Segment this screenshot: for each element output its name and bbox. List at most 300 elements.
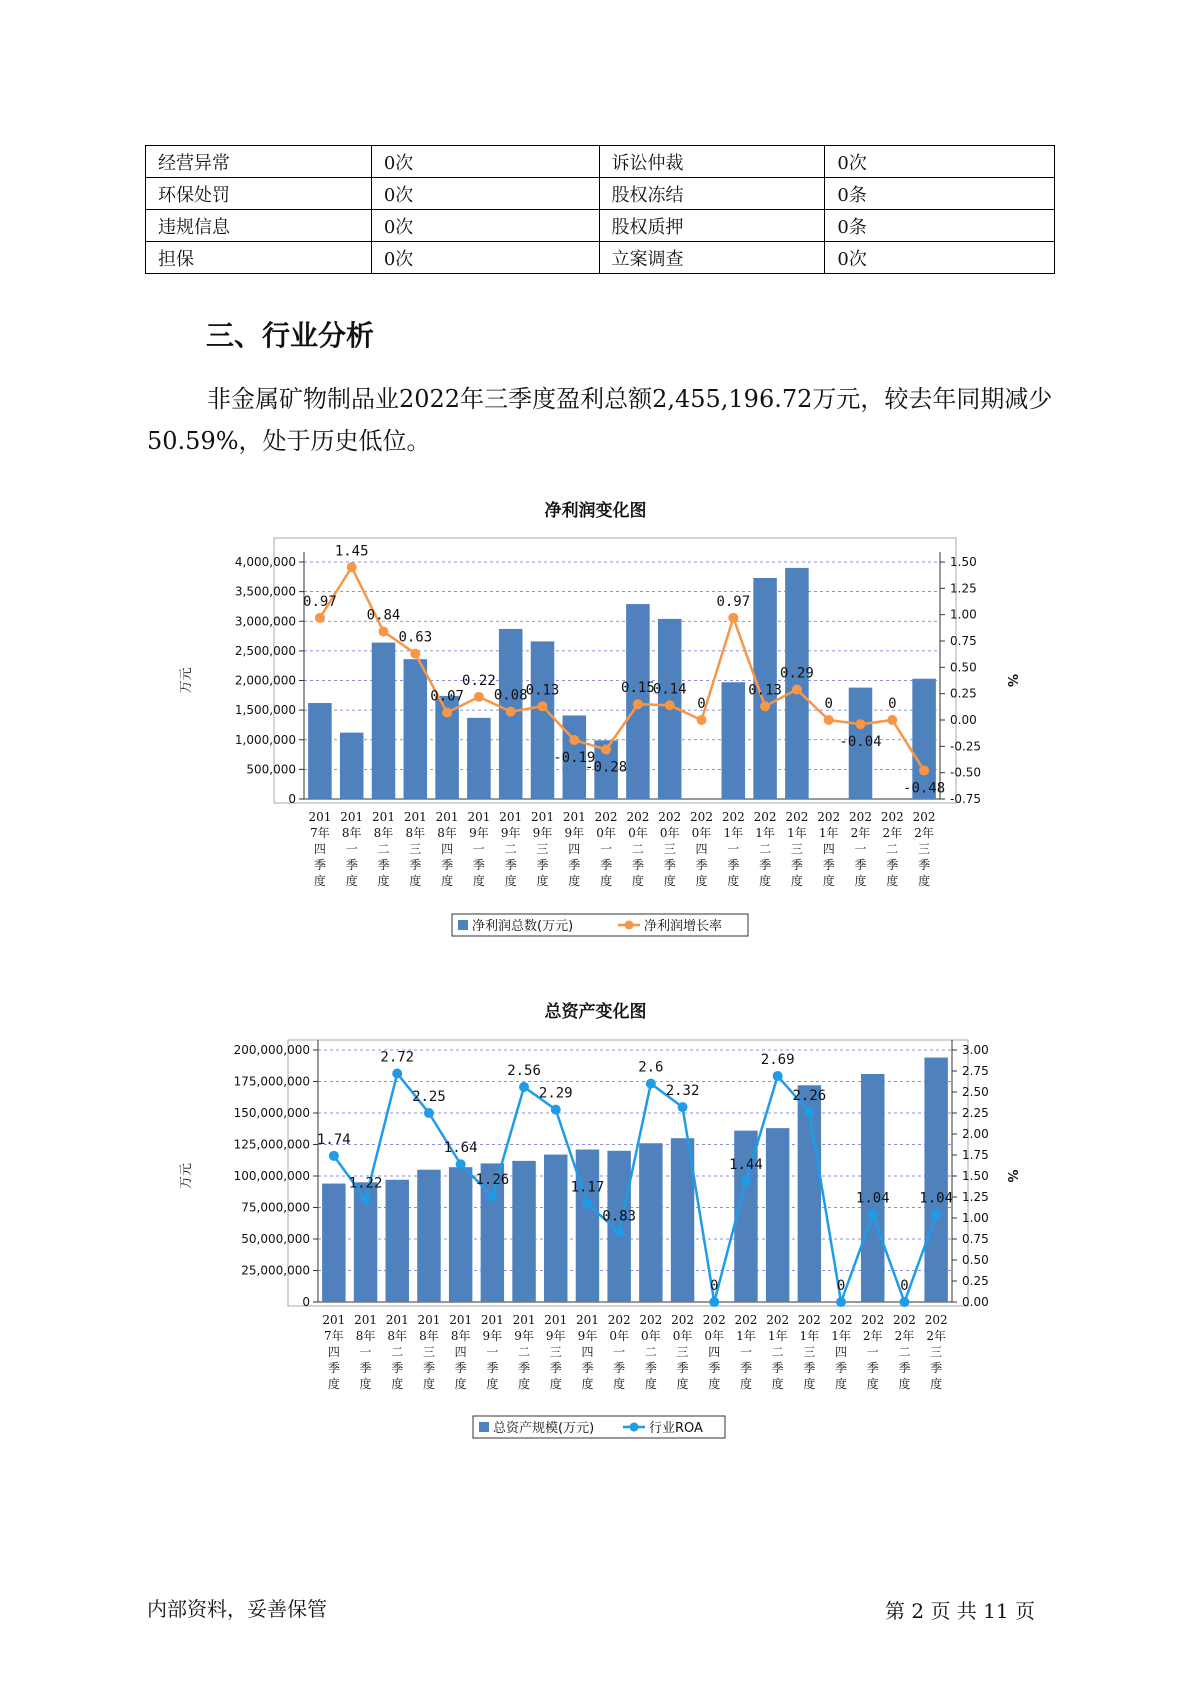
x-tick-label: 季 [472, 858, 485, 872]
x-tick-label: 201 [531, 810, 554, 824]
y2-tick-label: 0.75 [950, 634, 977, 648]
x-tick-label: 四 [327, 1345, 340, 1359]
x-tick-label: 一 [345, 842, 358, 856]
section-heading: 三、行业分析 [206, 319, 375, 352]
x-tick-label: 季 [866, 1361, 879, 1375]
x-tick-label: 度 [549, 1377, 562, 1391]
y-tick-label: 2,000,000 [234, 673, 296, 688]
x-tick-label: 度 [803, 1377, 816, 1391]
x-tick-label: 0年 [704, 1329, 725, 1343]
x-tick-label: 9年 [545, 1329, 566, 1343]
x-tick-label: 201 [562, 810, 586, 824]
data-label: -0.28 [585, 759, 628, 776]
x-tick-label: 0年 [609, 1329, 629, 1343]
y2-axis-title: % [1004, 1169, 1019, 1183]
x-tick-label: 度 [518, 1377, 531, 1391]
line-point [868, 1210, 878, 1220]
assets-chart-title: 总资产变化图 [544, 1002, 647, 1022]
legend-line-label: 净利润增长率 [644, 919, 723, 934]
data-label: 1.44 [729, 1157, 763, 1174]
x-tick-label: 度 [504, 874, 517, 888]
data-label: 0.13 [525, 682, 560, 699]
y2-tick-label: 0.50 [950, 660, 977, 675]
x-tick-label: 201 [512, 1313, 536, 1327]
data-label: 2.56 [507, 1062, 541, 1079]
x-tick-label: 二 [759, 842, 772, 856]
x-tick-label: 8年 [405, 826, 426, 840]
y2-tick-label: 0.75 [962, 1232, 989, 1246]
x-tick-label: 季 [918, 858, 931, 872]
x-tick-label: 季 [600, 858, 613, 872]
y2-tick-label: 2.25 [962, 1106, 989, 1120]
x-tick-label: 202 [785, 810, 809, 824]
line-point [856, 719, 866, 729]
risk-item-count: 0条 [825, 178, 1055, 210]
x-tick-label: 7年 [324, 1329, 344, 1343]
y-tick-label: 0 [302, 1295, 310, 1309]
x-tick-label: 季 [695, 858, 708, 872]
profit-chart [0, 520, 1191, 950]
x-tick-label: 0年 [691, 826, 712, 840]
x-tick-label: 一 [866, 1345, 879, 1359]
x-tick-label: 季 [708, 1361, 721, 1375]
data-label: 2.29 [538, 1085, 573, 1102]
data-label: 0.84 [366, 607, 401, 624]
risk-item-label: 担保 [146, 242, 372, 274]
x-tick-label: 季 [930, 1361, 943, 1375]
x-tick-label: 二 [771, 1345, 784, 1359]
x-tick-label: 202 [721, 810, 745, 824]
data-label: 0.07 [430, 688, 464, 705]
x-tick-label: 四 [695, 842, 708, 856]
data-label: 0 [888, 696, 897, 712]
x-tick-label: 202 [658, 810, 682, 824]
x-tick-label: 四 [835, 1345, 848, 1359]
x-tick-label: 201 [480, 1313, 504, 1327]
data-label: 1.17 [570, 1179, 605, 1196]
y2-tick-label: 0.50 [962, 1253, 989, 1267]
y-tick-label: 125,000,000 [233, 1137, 310, 1152]
x-tick-label: 202 [829, 1313, 853, 1327]
x-tick-label: 一 [600, 842, 613, 856]
table-row [146, 242, 1055, 274]
y-tick-label: 2,500,000 [234, 643, 296, 658]
y2-tick-label: 0.25 [962, 1274, 989, 1288]
x-tick-label: 202 [924, 1313, 948, 1327]
x-tick-label: 季 [536, 858, 549, 872]
x-tick-label: 202 [690, 810, 713, 824]
x-tick-label: 2年 [862, 1329, 883, 1343]
data-label: 0.13 [748, 682, 782, 699]
y-tick-label: 50,000,000 [241, 1232, 310, 1246]
x-tick-label: 季 [803, 1361, 816, 1375]
line-point [614, 1227, 624, 1237]
x-tick-label: 1年 [755, 826, 775, 840]
x-tick-label: 季 [504, 858, 517, 872]
line-point [474, 692, 484, 702]
y2-tick-label: -0.50 [950, 765, 982, 780]
x-tick-label: 四 [454, 1345, 467, 1359]
line-point [506, 707, 516, 717]
x-tick-label: 9年 [482, 1329, 503, 1343]
x-tick-label: 1年 [767, 1329, 788, 1343]
risk-item-count: 0次 [371, 146, 599, 178]
x-tick-label: 1年 [723, 826, 744, 840]
y-tick-label: 3,500,000 [234, 584, 296, 599]
x-tick-label: 四 [568, 842, 581, 856]
x-tick-label: 度 [676, 1377, 689, 1391]
x-tick-label: 202 [753, 810, 777, 824]
x-tick-label: 0年 [628, 826, 648, 840]
bar [722, 682, 746, 799]
x-tick-label: 202 [912, 810, 936, 824]
x-tick-label: 季 [613, 1361, 626, 1375]
x-tick-label: 二 [644, 1345, 657, 1359]
bar [372, 643, 396, 799]
y2-tick-label: 0.00 [962, 1295, 989, 1309]
line-point [728, 613, 738, 623]
x-tick-label: 季 [676, 1361, 689, 1375]
line-point [519, 1082, 529, 1092]
x-tick-label: 四 [313, 842, 326, 856]
x-tick-label: 202 [766, 1313, 790, 1327]
x-tick-label: 度 [313, 874, 326, 888]
legend-bar-label: 总资产规模(万元) [493, 1421, 595, 1436]
line-point [697, 715, 707, 725]
data-label: 2.32 [665, 1083, 700, 1100]
x-tick-label: 三 [676, 1345, 689, 1359]
x-tick-label: 二 [504, 842, 517, 856]
x-tick-label: 201 [449, 1313, 473, 1327]
data-label: 0.29 [780, 665, 814, 682]
x-tick-label: 201 [372, 810, 395, 824]
risk-item-label: 诉讼仲裁 [599, 146, 825, 178]
table-row [146, 178, 1055, 210]
x-tick-label: 季 [391, 1361, 404, 1375]
y-axis-title: 万元 [179, 667, 194, 694]
line-point [456, 1159, 466, 1169]
x-tick-label: 8年 [437, 826, 457, 840]
line-point [582, 1199, 592, 1209]
x-tick-label: 一 [727, 842, 740, 856]
footer-page-number: 第 2 页 共 11 页 [885, 1599, 1035, 1623]
x-tick-label: 2年 [882, 826, 903, 840]
table-row [146, 210, 1055, 242]
line-point [329, 1151, 339, 1161]
line-point [773, 1071, 783, 1081]
x-tick-label: 二 [898, 1345, 911, 1359]
legend-bar-swatch [479, 1422, 489, 1432]
data-label: 0.63 [398, 629, 433, 646]
line-point [741, 1176, 751, 1186]
x-tick-label: 季 [727, 858, 740, 872]
risk-item-label: 环保处罚 [146, 178, 372, 210]
x-tick-label: 四 [822, 842, 835, 856]
x-tick-label: 季 [898, 1361, 911, 1375]
x-tick-label: 8年 [450, 1329, 471, 1343]
y-tick-label: 100,000,000 [233, 1169, 310, 1183]
y2-tick-label: 1.75 [962, 1148, 989, 1162]
x-tick-label: 201 [467, 810, 491, 824]
bar [766, 1128, 789, 1302]
x-tick-label: 度 [898, 1377, 911, 1391]
data-label: 0 [836, 1278, 846, 1294]
bar [404, 659, 428, 799]
bar [417, 1170, 440, 1302]
x-tick-label: 一 [486, 1345, 499, 1359]
x-tick-label: 8年 [387, 1329, 408, 1343]
x-tick-label: 季 [486, 1361, 499, 1375]
line-point [709, 1297, 719, 1307]
x-tick-label: 度 [359, 1377, 372, 1391]
line-point [315, 613, 325, 623]
x-tick-label: 202 [671, 1313, 695, 1327]
x-tick-label: 度 [568, 874, 581, 888]
data-label: -0.04 [839, 734, 882, 751]
line-point [633, 699, 643, 709]
x-tick-label: 度 [886, 874, 899, 888]
analysis-paragraph: 非金属矿物制品业2022年三季度盈利总额2,455,196.72万元，较去年同期减少50.59%，处于历史低位。 [147, 385, 1053, 455]
line-point [646, 1079, 656, 1089]
line-point [361, 1195, 371, 1205]
x-tick-label: 9年 [514, 1329, 534, 1343]
x-tick-label: 季 [409, 858, 422, 872]
x-tick-label: 四 [708, 1345, 721, 1359]
x-tick-label: 度 [708, 1377, 721, 1391]
bar [639, 1143, 662, 1302]
x-tick-label: 度 [409, 874, 422, 888]
risk-item-label: 股权质押 [599, 210, 825, 242]
x-tick-label: 季 [771, 1361, 784, 1375]
x-tick-label: 三 [422, 1345, 435, 1359]
line-point [442, 708, 452, 718]
legend-bar-swatch [458, 920, 468, 930]
risk-item-count: 0次 [825, 146, 1055, 178]
data-label: 0.22 [462, 672, 496, 689]
x-tick-label: 201 [385, 1313, 409, 1327]
line-point [551, 1105, 561, 1115]
bar [785, 568, 809, 799]
x-tick-label: 四 [441, 842, 454, 856]
y-tick-label: 4,000,000 [234, 555, 296, 569]
x-tick-label: 度 [771, 1377, 784, 1391]
y-tick-label: 75,000,000 [241, 1200, 310, 1215]
y-tick-label: 500,000 [246, 762, 296, 777]
x-tick-label: 四 [581, 1345, 594, 1359]
risk-item-label: 违规信息 [146, 210, 372, 242]
line-point [678, 1102, 688, 1112]
x-tick-label: 一 [472, 842, 485, 856]
y-tick-label: 3,000,000 [234, 614, 296, 629]
data-label: 1.22 [348, 1175, 383, 1192]
x-tick-label: 季 [345, 858, 358, 872]
line-point [919, 766, 929, 776]
x-tick-label: 度 [930, 1377, 943, 1391]
x-tick-label: 二 [631, 842, 644, 856]
bar [308, 703, 332, 799]
x-tick-label: 2年 [894, 1329, 915, 1343]
x-tick-label: 0年 [596, 826, 616, 840]
bar [340, 733, 364, 799]
x-tick-label: 季 [454, 1361, 467, 1375]
x-tick-label: 季 [549, 1361, 562, 1375]
data-label: 2.69 [760, 1052, 795, 1069]
x-tick-label: 0年 [672, 1329, 693, 1343]
y2-tick-label: 2.00 [962, 1127, 989, 1141]
line-point [424, 1108, 434, 1118]
x-tick-label: 度 [422, 1377, 435, 1391]
line-point [836, 1297, 846, 1307]
x-tick-label: 8年 [373, 826, 394, 840]
y-tick-label: 150,000,000 [233, 1106, 310, 1120]
y2-tick-label: 1.00 [962, 1211, 989, 1225]
x-tick-label: 1年 [736, 1329, 756, 1343]
x-tick-label: 201 [435, 810, 459, 824]
x-tick-label: 季 [835, 1361, 848, 1375]
bar [924, 1058, 947, 1302]
x-tick-label: 9年 [500, 826, 521, 840]
x-tick-label: 二 [518, 1345, 531, 1359]
risk-item-label: 股权冻结 [599, 178, 825, 210]
data-label: 2.6 [638, 1059, 664, 1076]
x-tick-label: 202 [607, 1313, 631, 1327]
x-tick-label: 202 [849, 810, 872, 824]
data-label: -0.48 [903, 780, 946, 797]
x-tick-label: 8年 [341, 826, 362, 840]
y2-tick-label: -0.75 [950, 792, 982, 806]
x-tick-label: 201 [544, 1313, 568, 1327]
x-tick-label: 度 [454, 1377, 467, 1391]
x-tick-label: 二 [377, 842, 390, 856]
x-tick-label: 季 [790, 858, 803, 872]
data-label: 0.97 [303, 593, 337, 610]
x-tick-label: 季 [663, 858, 676, 872]
x-tick-label: 202 [594, 810, 618, 824]
y2-tick-label: 1.50 [962, 1169, 989, 1183]
line-point [760, 701, 770, 711]
bar [449, 1167, 472, 1302]
data-label: 1.04 [855, 1190, 890, 1207]
x-tick-label: 一 [613, 1345, 626, 1359]
x-tick-label: 202 [892, 1313, 916, 1327]
data-label: 2.25 [412, 1089, 446, 1105]
x-tick-label: 201 [340, 810, 364, 824]
x-tick-label: 度 [536, 874, 549, 888]
x-tick-label: 季 [441, 858, 454, 872]
data-label: 1.45 [334, 543, 369, 560]
y2-tick-label: 1.50 [950, 555, 977, 569]
x-tick-label: 201 [499, 810, 523, 824]
data-label: 0 [710, 1278, 719, 1294]
x-tick-label: 季 [644, 1361, 657, 1375]
line-point [824, 715, 834, 725]
y-tick-label: 1,000,000 [234, 732, 296, 747]
x-tick-label: 202 [797, 1313, 821, 1327]
y2-tick-label: -0.25 [950, 739, 982, 754]
x-tick-label: 8年 [355, 1329, 376, 1343]
x-tick-label: 202 [734, 1313, 758, 1327]
x-tick-label: 度 [727, 874, 740, 888]
line-point [569, 735, 579, 745]
risk-item-count: 0条 [825, 210, 1055, 242]
risk-table-body [146, 146, 1055, 274]
footer-confidential-note: 内部资料，妥善保管 [147, 1597, 327, 1621]
table-row [146, 146, 1055, 178]
x-tick-label: 度 [866, 1377, 879, 1391]
x-tick-label: 7年 [310, 826, 330, 840]
y-tick-label: 200,000,000 [233, 1043, 310, 1057]
line-point [931, 1210, 941, 1220]
x-tick-label: 三 [549, 1345, 562, 1359]
x-tick-label: 度 [613, 1377, 626, 1391]
x-tick-label: 季 [886, 858, 899, 872]
y2-tick-label: 2.75 [962, 1064, 989, 1078]
data-label: 0.08 [493, 687, 528, 704]
x-tick-label: 度 [644, 1377, 657, 1391]
x-tick-label: 度 [695, 874, 708, 888]
x-tick-label: 季 [759, 858, 772, 872]
data-label: 1.74 [316, 1131, 351, 1148]
x-tick-label: 202 [639, 1313, 663, 1327]
x-tick-label: 0年 [659, 826, 680, 840]
data-label: -0.19 [553, 750, 596, 767]
profit-chart-title: 净利润变化图 [544, 501, 647, 521]
x-tick-label: 2年 [850, 826, 871, 840]
x-tick-label: 度 [835, 1377, 848, 1391]
x-tick-label: 度 [822, 874, 835, 888]
bar [467, 718, 491, 799]
x-tick-label: 季 [581, 1361, 594, 1375]
x-tick-label: 度 [918, 874, 931, 888]
x-tick-label: 2年 [926, 1329, 946, 1343]
line-point [538, 701, 548, 711]
x-tick-label: 8年 [419, 1329, 439, 1343]
y2-tick-label: 0.00 [950, 713, 977, 727]
x-tick-label: 三 [790, 842, 803, 856]
line-point [665, 700, 675, 710]
x-tick-label: 季 [739, 1361, 752, 1375]
data-label: 1.04 [919, 1190, 954, 1207]
risk-item-count: 0次 [371, 210, 599, 242]
x-tick-label: 201 [403, 810, 427, 824]
line-point [899, 1297, 909, 1307]
y-tick-label: 25,000,000 [241, 1263, 310, 1278]
x-tick-label: 度 [663, 874, 676, 888]
y2-tick-label: 1.25 [950, 581, 977, 596]
y-tick-label: 1,500,000 [234, 703, 296, 718]
bar [322, 1184, 345, 1302]
legend-line-marker [625, 921, 634, 930]
x-tick-label: 9年 [564, 826, 585, 840]
x-tick-label: 季 [359, 1361, 372, 1375]
x-tick-label: 度 [345, 874, 358, 888]
y2-axis-title: % [1004, 673, 1019, 688]
y-tick-label: 175,000,000 [233, 1074, 310, 1089]
data-label: 0 [697, 696, 706, 712]
line-point [487, 1191, 497, 1201]
x-tick-label: 度 [486, 1377, 499, 1391]
bar [531, 641, 555, 799]
y2-tick-label: 1.25 [962, 1190, 989, 1204]
risk-item-label: 立案调查 [599, 242, 825, 274]
x-tick-label: 201 [322, 1313, 346, 1327]
x-tick-label: 度 [759, 874, 772, 888]
x-tick-label: 三 [803, 1345, 816, 1359]
x-tick-label: 度 [790, 874, 803, 888]
data-label: 0.14 [652, 681, 687, 698]
line-point [410, 649, 420, 659]
x-tick-label: 季 [854, 858, 867, 872]
